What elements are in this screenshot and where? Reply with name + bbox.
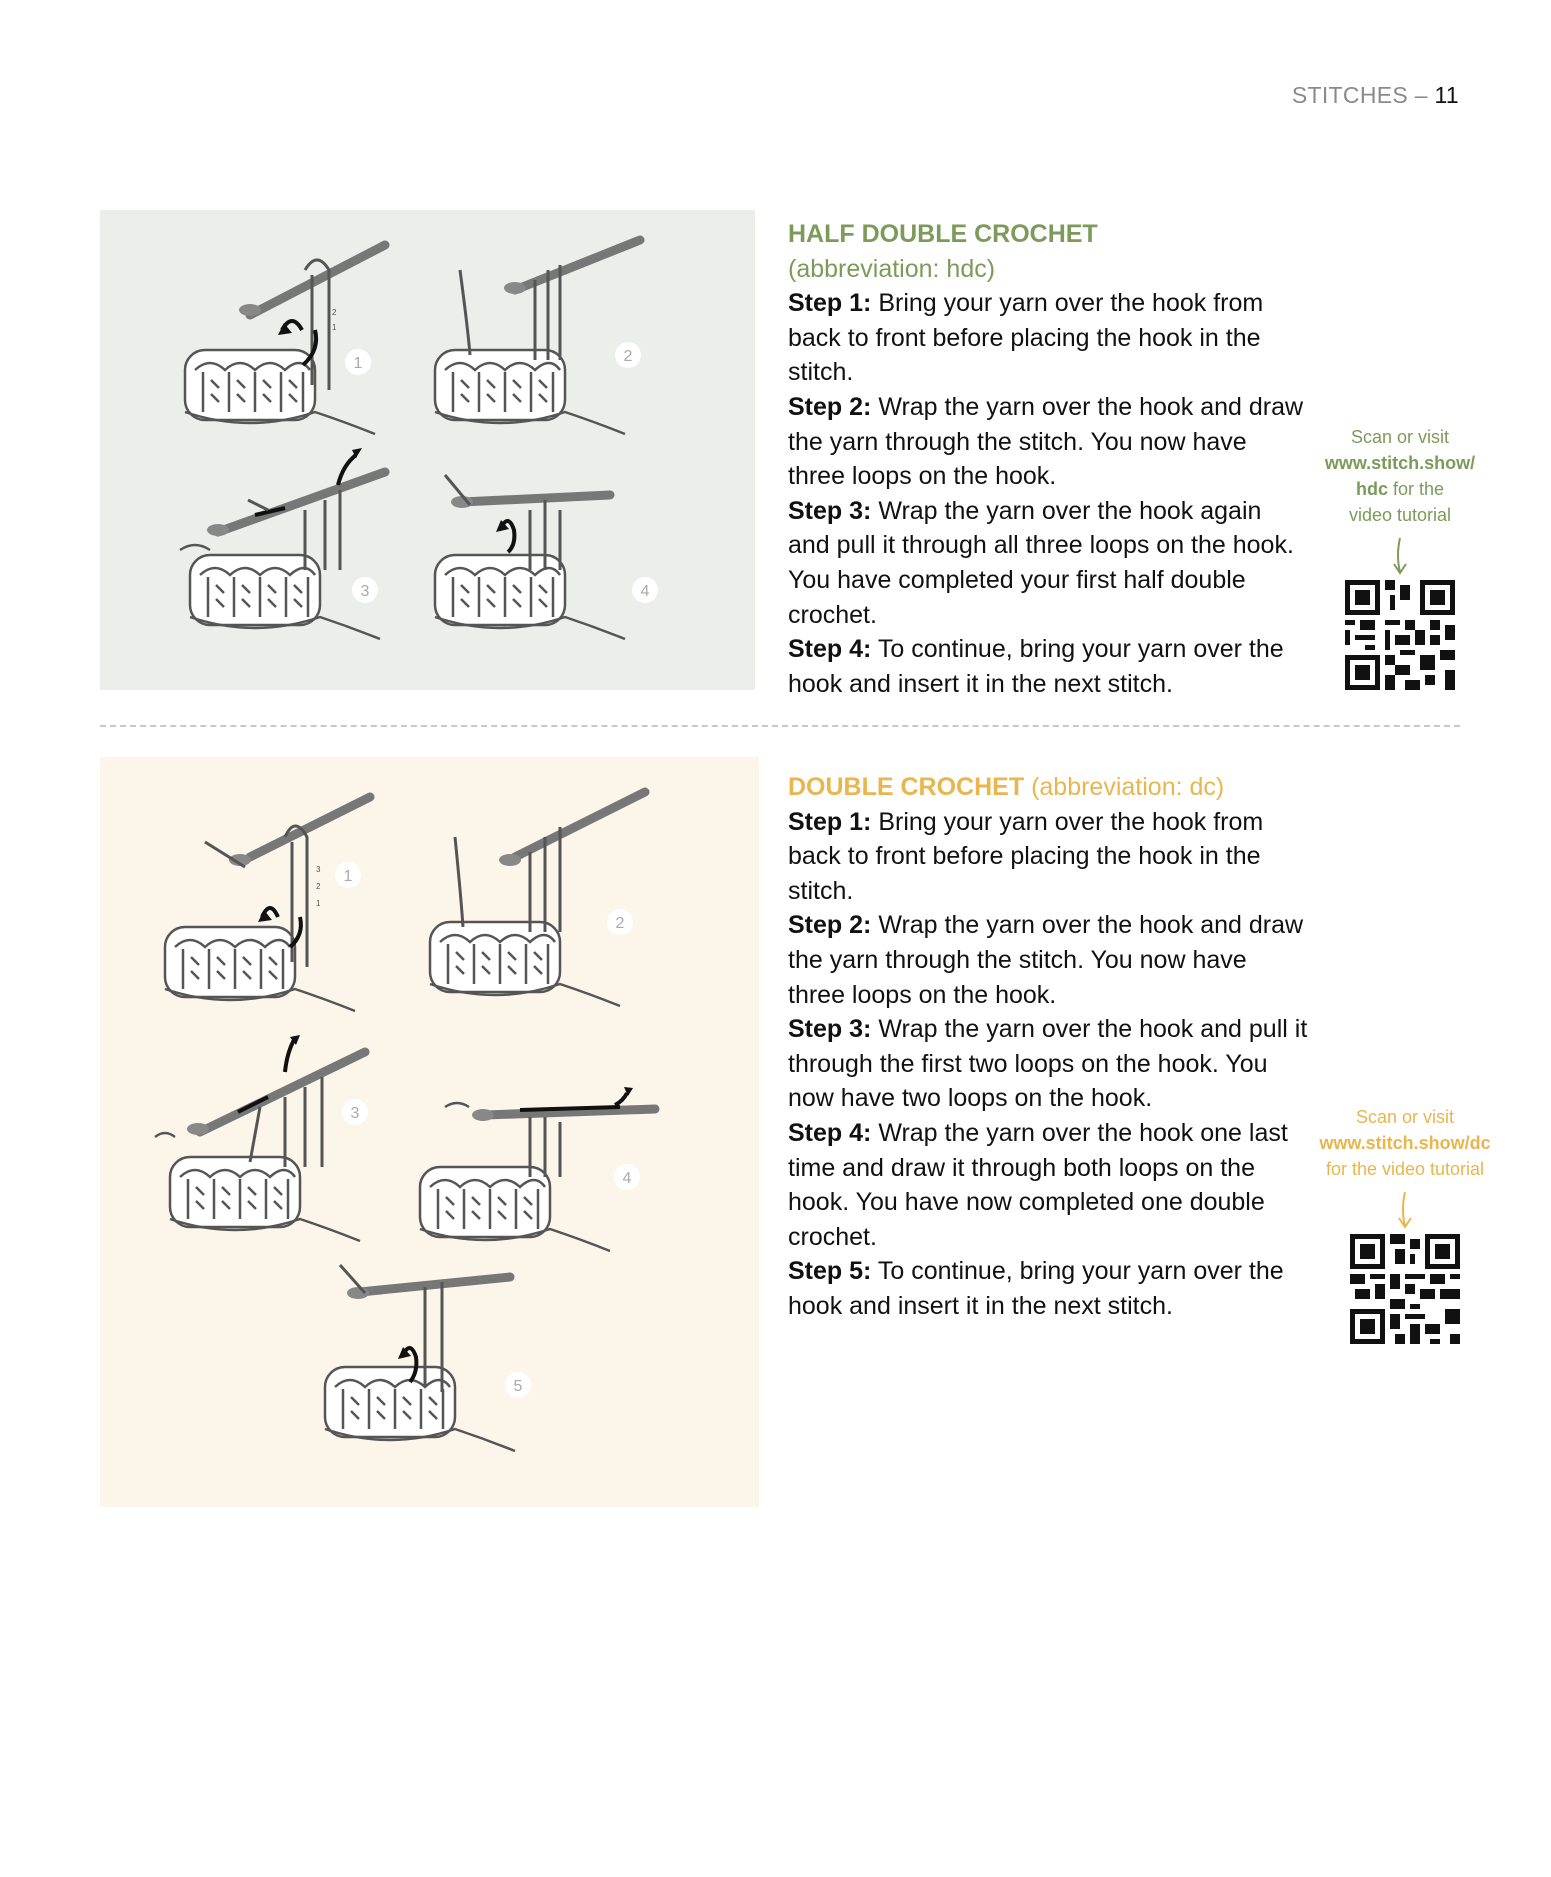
step-text: Wrap the yarn over the hook and draw the yarn through the stitch. You now have three loops on the hook. (788, 911, 1304, 1009)
dc-figure-number: 5 (513, 1378, 523, 1395)
for-the-label: for the (1387, 479, 1445, 499)
dc-step-5 (788, 1254, 1308, 1323)
step-label: Step 1: (788, 807, 872, 836)
dc-instructions (788, 770, 1308, 1324)
section-divider (100, 725, 1460, 727)
dc-figure-3 (155, 1035, 368, 1241)
dc-figure-number: 3 (350, 1105, 360, 1122)
hdc-figure-4 (435, 475, 658, 639)
running-head (1292, 82, 1459, 109)
step-text: Wrap the yarn over the hook one last time and draw it through both loops on the hook. You have now completed one double crochet. (788, 1118, 1288, 1251)
hdc-video-callout (1310, 424, 1490, 690)
dc-loop-count: 3 (316, 865, 321, 874)
dc-illustration (100, 757, 759, 1507)
qr-code-icon[interactable] (1350, 1234, 1460, 1344)
hdc-figure-3 (180, 448, 385, 639)
section-name: STITCHES (1291, 82, 1409, 108)
step-label: Step 2: (788, 392, 872, 421)
header-dash: – (1414, 82, 1428, 108)
hdc-abbreviation: (abbreviation: hdc) (788, 254, 996, 283)
video-url-link[interactable]: www.stitch.show/ (1324, 453, 1476, 473)
dc-figure-1 (165, 797, 370, 1011)
hdc-figure-number: 1 (353, 355, 363, 372)
video-url-link[interactable]: www.stitch.show/dc (1319, 1133, 1491, 1153)
step-label: Step 1: (788, 289, 872, 318)
dc-loop-count: 1 (316, 899, 321, 908)
scan-label: Scan or visit (1350, 427, 1450, 447)
video-tutorial-label: video tutorial (1348, 505, 1452, 525)
video-tutorial-label: for the video tutorial (1325, 1159, 1485, 1179)
hdc-loop-count: 2 (332, 308, 337, 317)
dc-step-4 (788, 1116, 1308, 1254)
hdc-illustration (100, 210, 755, 690)
step-text: Bring your yarn over the hook from back to front before placing the hook in the stitch. (788, 289, 1264, 387)
step-label: Step 4: (788, 1118, 872, 1147)
scan-label: Scan or visit (1355, 1107, 1455, 1127)
hdc-step-2 (788, 390, 1308, 494)
step-label: Step 2: (788, 911, 872, 940)
dc-step-1 (788, 805, 1308, 909)
step-text: To continue, bring your yarn over the hook and insert it in the next stitch. (788, 635, 1284, 698)
qr-code-icon[interactable] (1345, 580, 1455, 690)
hdc-figure-number: 3 (360, 583, 370, 600)
dc-figure-number: 1 (343, 868, 353, 885)
hdc-title: HALF DOUBLE CROCHET (788, 220, 1098, 248)
dc-step-2 (788, 908, 1308, 1012)
hdc-figure-number: 2 (623, 348, 633, 365)
step-label: Step 4: (788, 635, 872, 664)
page-number: 11 (1434, 82, 1459, 108)
video-url-link-suffix[interactable]: hdc (1355, 479, 1388, 499)
dc-figure-4 (420, 1087, 655, 1251)
dc-figure-number: 2 (615, 915, 625, 932)
step-text: Wrap the yarn over the hook and draw the yarn through the stitch. You now have three loops on the hook. (788, 392, 1304, 491)
hdc-step-4 (788, 632, 1308, 701)
hdc-instructions (788, 217, 1308, 701)
hdc-step-3 (788, 494, 1308, 632)
step-label: Step 5: (788, 1257, 872, 1286)
dc-step-3 (788, 1012, 1308, 1116)
dc-figure-number: 4 (622, 1170, 632, 1187)
hdc-figure-number: 4 (640, 583, 650, 600)
hdc-loop-count: 1 (332, 323, 337, 332)
arrow-down-icon (1395, 1190, 1415, 1230)
step-text: To continue, bring your yarn over the hook and insert it in the next stitch. (788, 1257, 1284, 1320)
dc-video-callout (1305, 1104, 1505, 1344)
arrow-down-icon (1390, 536, 1410, 576)
step-label: Step 3: (788, 496, 872, 525)
hdc-figure-2 (435, 240, 641, 434)
step-text: Bring your yarn over the hook from back to front before placing the hook in the stitch. (788, 807, 1264, 905)
hdc-step-1 (788, 286, 1308, 390)
dc-abbreviation: (abbreviation: dc) (1031, 773, 1225, 801)
dc-loop-count: 2 (316, 882, 321, 891)
dc-title: DOUBLE CROCHET (788, 773, 1025, 801)
step-label: Step 3: (788, 1015, 872, 1044)
hdc-illustration-panel (100, 210, 755, 690)
hdc-figure-1 (185, 245, 385, 434)
dc-figure-5 (325, 1265, 531, 1451)
dc-figure-2 (430, 792, 645, 1006)
step-text: Wrap the yarn over the hook again and pull it through all three loops on the hook. You have completed your first half double crochet. (788, 496, 1294, 629)
step-text: Wrap the yarn over the hook and pull it through the first two loops on the hook. You now have two loops on the hook. (788, 1015, 1308, 1113)
dc-illustration-panel (100, 757, 759, 1507)
